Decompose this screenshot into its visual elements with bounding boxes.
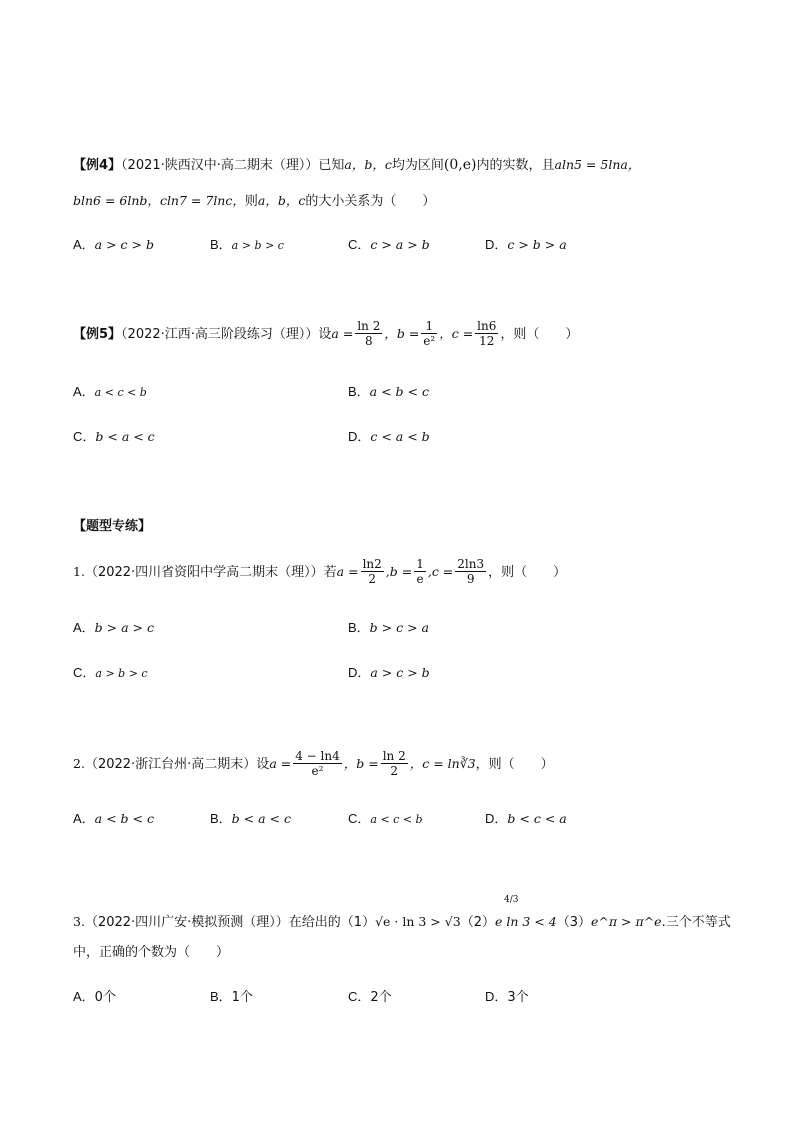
option-b[interactable] [210, 234, 284, 253]
frac-den: e² [311, 764, 324, 778]
fraction-c [455, 557, 486, 586]
question-number: 1. [73, 564, 85, 579]
fraction-b [381, 749, 408, 778]
frac-num: 2ln3 [457, 557, 485, 571]
question-1-line-1 [73, 558, 566, 587]
math-lhs: a = [331, 326, 354, 341]
math-interval: (0,e) [443, 157, 477, 173]
text: （2） [460, 915, 495, 930]
option-expr: a > b > c [95, 667, 148, 680]
option-expr: c > b > a [507, 237, 567, 252]
text: 的大小关系为（ ） [305, 194, 436, 209]
text: 在给出的（1） [288, 915, 376, 930]
option-expr: 2个 [370, 990, 392, 1005]
option-label: B． [210, 989, 232, 1004]
option-d[interactable] [485, 808, 567, 827]
question-source: （2022·四川省资阳中学高二期末（理）） [84, 565, 324, 580]
option-d[interactable] [485, 234, 567, 253]
text: 已知 [318, 158, 345, 173]
question-2-line-1 [73, 750, 554, 779]
frac-num: ln2 [362, 557, 382, 571]
fraction-a [361, 557, 384, 586]
option-label: A． [73, 811, 95, 826]
example-5-tag: 【例5】 [73, 327, 122, 342]
option-expr: b > c > a [369, 620, 429, 635]
option-label: D． [485, 989, 508, 1004]
text: ，则（ ） [488, 565, 567, 580]
option-c[interactable] [73, 662, 148, 681]
option-label: C． [348, 989, 371, 1004]
option-label: C． [73, 429, 96, 444]
math-eq: bln6 = 6lnb， [73, 193, 160, 208]
option-expr: 1个 [231, 990, 253, 1005]
example-5-source: （2022·江西·高三阶段练习（理）） [121, 327, 319, 342]
text: 则 [244, 194, 258, 209]
option-expr: b < a < c [95, 429, 155, 444]
option-expr: a > c > b [94, 237, 154, 252]
fraction-a [355, 319, 382, 348]
option-expr: b < a < c [231, 811, 291, 826]
example-4-line-2 [73, 190, 435, 209]
fraction-a [293, 749, 342, 778]
math-lhs: ，c = [439, 326, 474, 341]
question-3-line-1 [73, 895, 731, 930]
option-label: D． [485, 237, 508, 252]
option-label: A． [73, 620, 95, 635]
math-lhs: ，b = [343, 756, 379, 771]
frac-den: e [416, 572, 424, 586]
frac-den: e² [423, 334, 436, 348]
option-label: B． [210, 237, 232, 252]
option-c[interactable] [348, 986, 392, 1005]
option-label: D． [348, 665, 371, 680]
text: ，则（ ） [475, 757, 554, 772]
fraction-b [414, 557, 426, 586]
option-b[interactable] [348, 381, 429, 400]
option-label: D． [485, 811, 508, 826]
option-expr: a > b > c [231, 239, 284, 252]
frac-num: ln 2 [357, 319, 381, 333]
inequality-3: e^π > π^e [590, 914, 662, 929]
option-d[interactable] [348, 662, 430, 681]
option-expr: a < b < c [369, 384, 429, 399]
option-label: C． [73, 665, 96, 680]
text: .三个不等式 [661, 915, 731, 930]
option-b[interactable] [210, 986, 253, 1005]
option-expr: b < c < a [507, 811, 567, 826]
option-label: C． [348, 237, 371, 252]
example-5-line-1 [73, 320, 578, 349]
text: 设 [318, 327, 332, 342]
option-expr: 3个 [507, 990, 529, 1005]
inequality-1: √e · ln 3 > √3 [375, 914, 461, 929]
frac-num: ln 2 [382, 749, 406, 763]
inequality-2-body: e ln 3 < 4 [494, 914, 557, 929]
question-number: 3. [73, 914, 85, 929]
inequality-2 [494, 895, 557, 930]
frac-num: ln6 [477, 319, 497, 333]
frac-den: 2 [390, 764, 399, 778]
option-expr: b > a > c [94, 620, 154, 635]
option-label: A． [73, 989, 95, 1004]
option-expr: c > a > b [370, 237, 430, 252]
option-expr: a > c > b [370, 665, 430, 680]
math-lhs: ,b = [385, 564, 413, 579]
option-label: A． [73, 384, 95, 399]
math-expr-c: ，c = ln∛3 [409, 756, 476, 771]
text: 内的实数，且 [476, 158, 555, 173]
text: 均为区间 [391, 158, 444, 173]
text: 设 [256, 757, 270, 772]
option-label: B． [210, 811, 232, 826]
example-4-tag: 【例4】 [73, 158, 122, 173]
frac-den: 12 [479, 334, 495, 348]
fraction-c [475, 319, 498, 348]
exponent: 4/3 [503, 895, 519, 905]
example-4-line-1 [73, 154, 640, 173]
frac-den: 8 [365, 334, 373, 348]
text: 若 [323, 565, 337, 580]
question-source: （2022·浙江台州·高二期末） [84, 757, 257, 772]
frac-num: 1 [421, 319, 437, 334]
option-c[interactable] [348, 808, 423, 827]
option-a[interactable] [73, 234, 154, 253]
option-a[interactable] [73, 617, 154, 636]
question-number: 2. [73, 756, 85, 771]
option-label: A． [73, 237, 95, 252]
option-expr: a < b < c [94, 811, 154, 826]
option-d[interactable] [485, 986, 529, 1005]
frac-den: 9 [466, 572, 475, 586]
option-expr: a < c < b [94, 386, 147, 399]
option-a[interactable] [73, 986, 116, 1005]
option-c[interactable] [73, 426, 155, 445]
option-expr: a < c < b [370, 813, 423, 826]
option-expr: c < a < b [370, 429, 430, 444]
math-eq: aln5 = 5lna， [554, 157, 641, 172]
section-title: 【题型专练】 [73, 519, 152, 534]
math-lhs: a = [336, 564, 359, 579]
math-vars: a，b，c [257, 193, 306, 208]
option-label: B． [348, 384, 370, 399]
option-d[interactable] [348, 426, 430, 445]
math-eq: cln7 = 7lnc， [159, 193, 245, 208]
frac-den: 2 [368, 572, 376, 586]
math-vars: a，b，c [344, 157, 392, 172]
option-a[interactable] [73, 808, 154, 827]
fraction-b [421, 319, 437, 348]
question-source: （2022·四川广安·模拟预测（理）） [84, 915, 289, 930]
text: ，则（ ） [500, 327, 579, 342]
option-b[interactable] [210, 808, 291, 827]
option-label: D． [348, 429, 371, 444]
option-label: B． [348, 620, 370, 635]
frac-num: 4 − ln4 [295, 749, 340, 763]
math-lhs: a = [269, 756, 292, 771]
math-lhs: ，b = [384, 326, 420, 341]
question-3-line-2: 中，正确的个数为（ ） [73, 945, 230, 960]
option-a[interactable] [73, 381, 147, 400]
option-expr: 0个 [94, 990, 116, 1005]
frac-num: 1 [416, 557, 424, 571]
option-b[interactable] [348, 617, 429, 636]
example-4-source: （2021·陕西汉中·高二期末（理）） [121, 158, 319, 173]
math-lhs: ,c = [427, 564, 454, 579]
option-label: C． [348, 811, 371, 826]
option-c[interactable] [348, 234, 430, 253]
text: （3） [556, 915, 591, 930]
